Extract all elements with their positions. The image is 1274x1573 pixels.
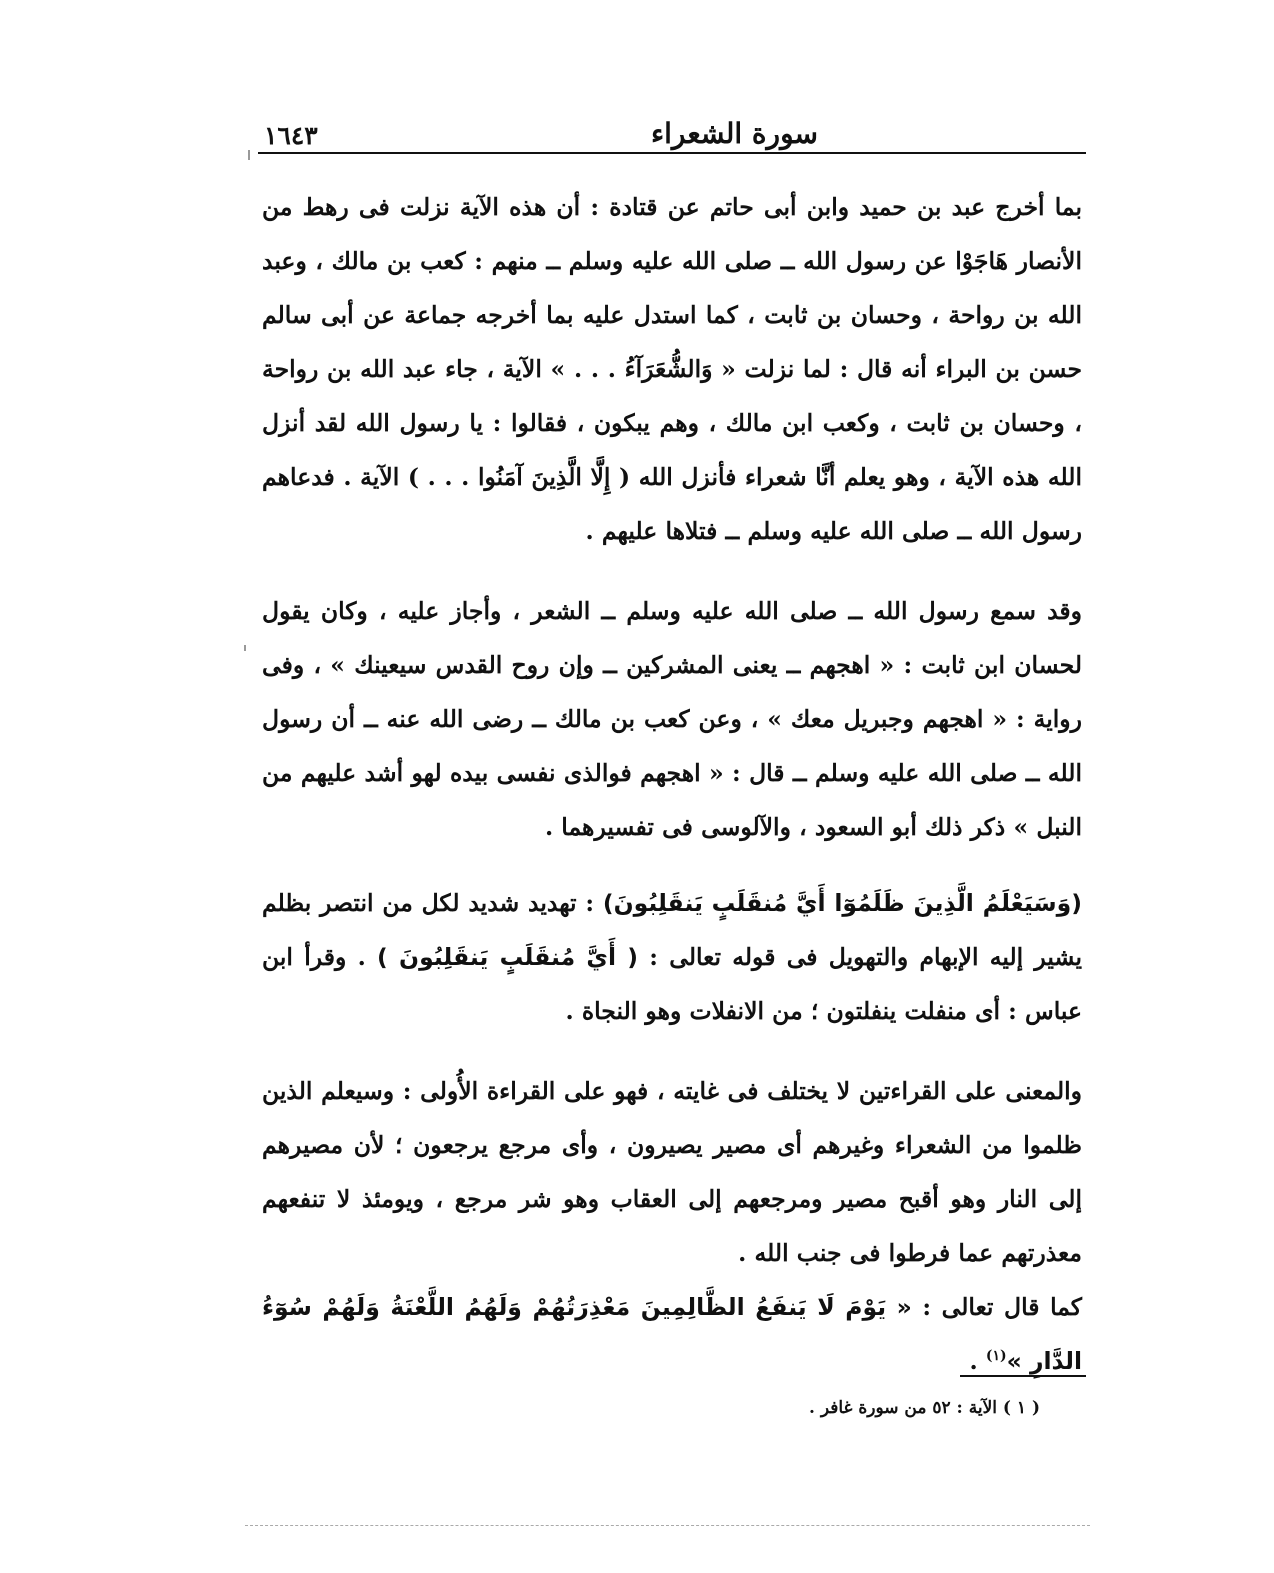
quran-verse: « يَوْمَ لَا يَنفَعُ الظَّالِمِينَ مَعْذِرَتُهُمْ وَلَهُمُ اللَّعْنَةُ وَلَهُمْ سُوٓءُ الدَّارِ » [262, 1293, 1082, 1375]
page-number: ١٦٤٣ [264, 121, 318, 150]
quran-verse-quote: ( أَيَّ مُنقَلَبٍ يَنقَلِبُونَ ) [377, 943, 639, 971]
sentence-end: . [969, 1347, 986, 1375]
page-header [258, 110, 1086, 150]
margin-mark [244, 645, 246, 651]
footnote-rule [960, 1375, 1086, 1377]
margin-mark [248, 150, 250, 160]
page-bottom-edge [245, 1525, 1090, 1526]
paragraph-1: بما أخرج عبد بن حميد وابن أبى حاتم عن قتادة : أن هذه الآية نزلت فى رهط من الأنصار هَاجَوْا عن رسول الله ــ صلى الله عليه وسلم ــ منهم : كعب بن مالك ، وعبد الله بن رواحة ، وحسان بن ثابت ، كما استدل عليه بما أخرجه جماعة عن أبى سالم حسن بن البراء أنه قال : لما نزلت « وَالشُّعَرَآءُ . . . » الآية ، جاء عبد الله بن رواحة ، وحسان بن ثابت ، وكعب ابن مالك ، وهم يبكون ، فقالوا : يا رسول الله لقد أنزل الله هذه الآية ، وهو يعلم أنَّا شعراء فأنزل الله ( إِلَّا الَّذِينَ آمَنُوا . . . ) الآية . فدعاهم رسول الله ــ صلى الله عليه وسلم ــ فتلاها عليهم . [262, 193, 1082, 545]
footnote: ( ١ ) الآية : ٥٢ من سورة غافر . [809, 1398, 1040, 1418]
commentary-text: : تهديد شديد لكل من انتصر بظلم يشير إليه الإبهام والتهويل فى قوله تعالى : [262, 889, 1082, 971]
body-text [262, 180, 1082, 1388]
header-rule [258, 152, 1086, 154]
footnote-reference: (١) [985, 1348, 1007, 1365]
paragraph-5 [262, 1280, 1082, 1388]
paragraph-3 [262, 876, 1082, 1038]
paragraph-4: والمعنى على القراءتين لا يختلف فى غايته ، فهو على القراءة الأُولى : وسيعلم الذين ظلموا من الشعراء وغيرهم أى مصير يصيرون ، وأى مرجع يرجعون ؛ لأن مصيرهم إلى النار وهو أقبح مصير ومرجعهم إلى العقاب وهو شر مرجع ، ويومئذ لا تنفعهم معذرتهم عما فرطوا فى جنب الله . [262, 1077, 1082, 1267]
running-title: سورة الشعراء [650, 117, 818, 150]
paragraph-2: وقد سمع رسول الله ــ صلى الله عليه وسلم ــ الشعر ، وأجاز عليه ، وكان يقول لحسان ابن ثابت : « اهجهم ــ يعنى المشركين ــ وإن روح القدس سيعينك » ، وفى رواية : « اهجهم وجبريل معك » ، وعن كعب بن مالك ــ رضى الله عنه ــ أن رسول الله ــ صلى الله عليه وسلم ــ قال : « اهجهم فوالذى نفسى بيده لهو أشد عليهم من النبل » ذكر ذلك أبو السعود ، والآلوسى فى تفسيرهما . [262, 597, 1082, 841]
commentary-text: . وقرأ ابن عباس : أى منفلت ينفلتون ؛ من الانفلات وهو النجاة . [262, 943, 1082, 1025]
quote-intro: كما قال تعالى : [911, 1293, 1082, 1321]
quran-verse: (وَسَيَعْلَمُ الَّذِينَ ظَلَمُوٓا أَيَّ مُنقَلَبٍ يَنقَلِبُونَ) [602, 889, 1082, 917]
